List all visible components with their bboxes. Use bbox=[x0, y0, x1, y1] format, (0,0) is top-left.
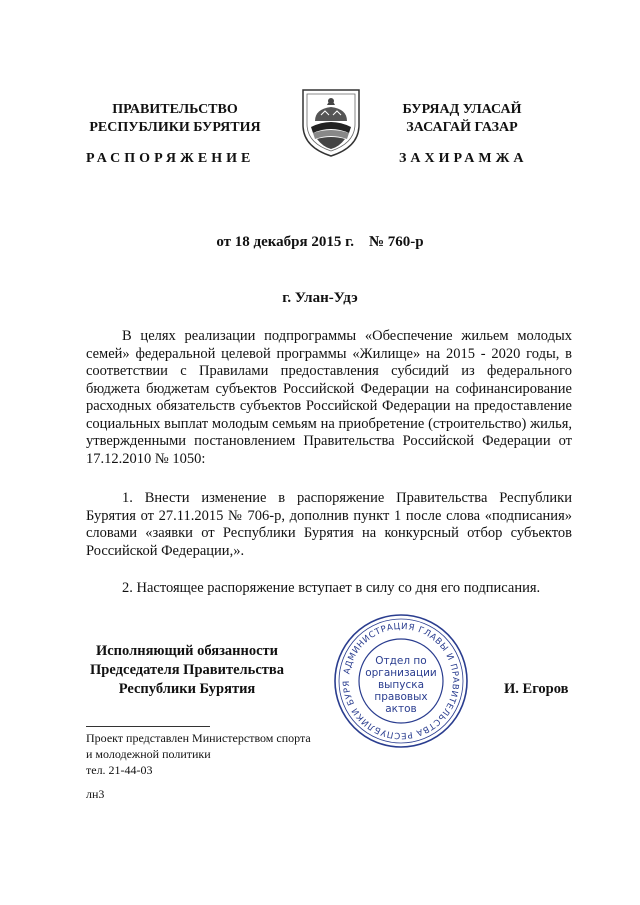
issuer-line-2: РЕСПУБЛИКИ БУРЯТИЯ bbox=[89, 120, 261, 135]
stamp-line-5: актов bbox=[385, 703, 417, 715]
issuer-name-ru bbox=[80, 101, 270, 137]
footer-note bbox=[86, 730, 366, 778]
signatory-line-1: Исполняющий обязанности bbox=[95, 643, 279, 659]
doc-type-ru: РАСПОРЯЖЕНИЕ bbox=[86, 151, 255, 166]
stamp-ring-text: АДМИНИСТРАЦИЯ ГЛАВЫ И ПРАВИТЕЛЬСТВА РЕСПУБЛИКИ БУРЯ bbox=[341, 621, 461, 741]
signatory-name: И. Егоров bbox=[504, 681, 569, 697]
signatory-line-3: Республики Бурятия bbox=[118, 681, 256, 697]
footer-divider bbox=[86, 726, 210, 727]
stamp-line-1: Отдел по bbox=[375, 655, 427, 667]
footer-code: лн3 bbox=[86, 787, 105, 801]
issuer-bua-line-2: ЗАСАГАЙ ГАЗАР bbox=[406, 120, 518, 135]
signatory-title bbox=[70, 642, 304, 699]
signatory-line-2: Председателя Правительства bbox=[90, 662, 284, 678]
footer-line-2: и молодежной политики bbox=[86, 747, 211, 761]
issuer-line-1: ПРАВИТЕЛЬСТВО bbox=[112, 102, 238, 117]
issuer-bua-line-1: БУРЯАД УЛАСАЙ bbox=[402, 102, 522, 117]
stamp-line-4: правовых bbox=[374, 691, 428, 703]
item-1-paragraph: 1. Внести изменение в распоряжение Правительства Республики Бурятия от 27.11.2015 № 706-р, дополнив пункт 1 после слова «подписания» словами «заявки от Республики Бурятия на конкурсный отбор субъектов Российской Федерации,». bbox=[86, 490, 572, 559]
coat-of-arms-icon bbox=[299, 87, 363, 159]
item-2-paragraph: 2. Настоящее распоряжение вступает в силу со дня его подписания. bbox=[122, 580, 541, 596]
issuer-name-bua bbox=[382, 101, 542, 137]
doc-city: г. Улан-Удэ bbox=[282, 290, 358, 306]
stamp-line-3: выпуска bbox=[377, 679, 425, 691]
footer-line-1: Проект представлен Министерством спорта bbox=[86, 731, 311, 745]
preamble-paragraph: В целях реализации подпрограммы «Обеспечение жильем молодых семей» федеральной целевой программы «Жилище» на 2015 - 2020 годы, в соответствии с Правилами предоставления субсидий из федерального бюджета бюджетам субъектов Российской Федерации на софинансирование расходных обязательств субъектов Российской Федерации на предоставление социальных выплат молодым семьям на приобретение (строительство) жилья, утвержденными постановлением Правительства Российской Федерации от 17.12.2010 № 1050: bbox=[86, 328, 572, 467]
footer-phone: тел. 21-44-03 bbox=[86, 763, 153, 777]
doc-type-bua: ЗАХИРАМЖА bbox=[399, 151, 528, 166]
stamp-line-2: организации bbox=[365, 667, 437, 679]
doc-date-number: от 18 декабря 2015 г. № 760-р bbox=[216, 234, 424, 250]
